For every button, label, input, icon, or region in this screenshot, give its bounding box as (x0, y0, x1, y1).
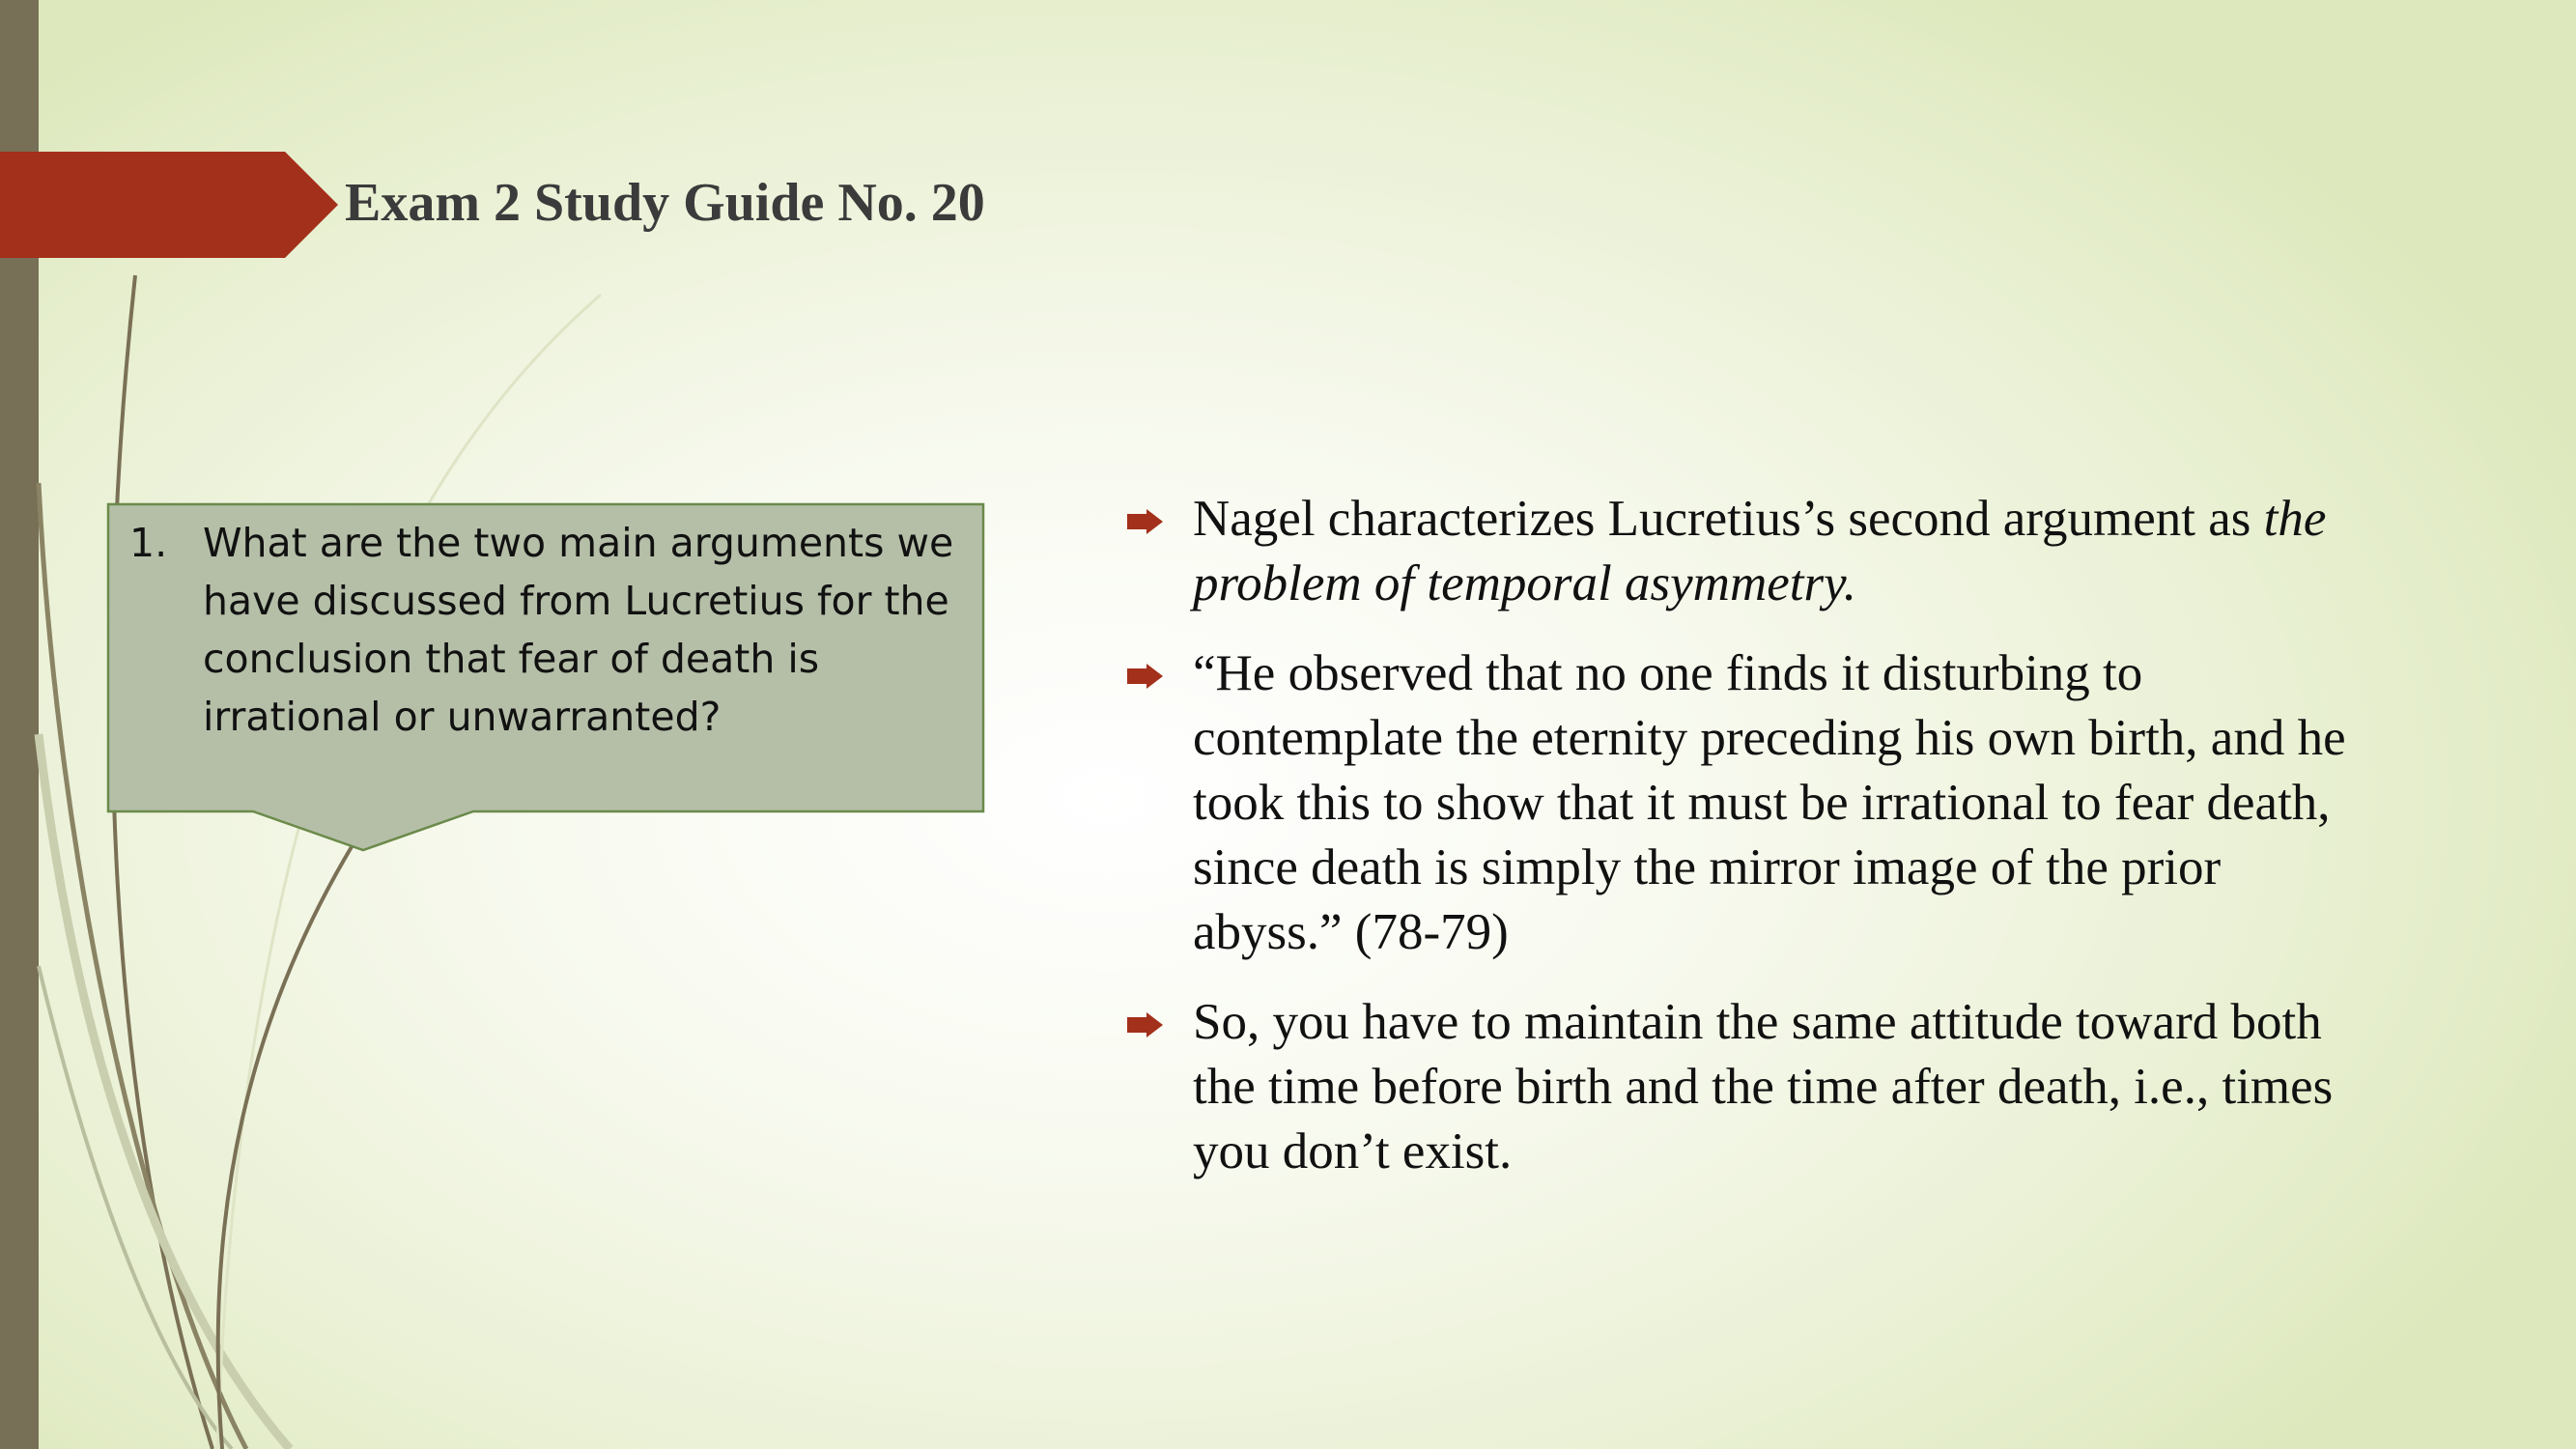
slide-title: Exam 2 Study Guide No. 20 (345, 173, 985, 233)
bullet-text: Nagel characterizes Lucretius’s second argument as (1193, 491, 2264, 547)
bullet-text: “He observed that no one finds it disturbing to contemplate the eternity preceding his own birth, and he took this to show that it must be irrational to fear death, since death is simply the mirror image of the prior abyss.” (78-79) (1193, 645, 2346, 960)
right-arrow-bullet-icon (1125, 1011, 1164, 1038)
question-number: 1. (129, 520, 168, 566)
bullet-item (1125, 487, 2371, 616)
bullet-list (1125, 487, 2371, 1209)
right-arrow-bullet-icon (1125, 663, 1164, 690)
bullet-item (1125, 641, 2371, 965)
question-text: What are the two main arguments we have discussed from Lucretius for the conclusion that fear of death is irrational or unwarranted? (203, 520, 954, 740)
right-arrow-bullet-icon (1125, 508, 1164, 535)
bullet-text: So, you have to maintain the same attitude toward both the time before birth and the time after death, i.e., times you don’t exist. (1193, 994, 2334, 1179)
title-banner-arrow (0, 152, 338, 258)
bullet-item (1125, 990, 2371, 1184)
question-list (129, 514, 960, 746)
bullet-emphasis: the problem of temporal asymmetry. (1193, 491, 2327, 611)
question-item (129, 514, 960, 746)
